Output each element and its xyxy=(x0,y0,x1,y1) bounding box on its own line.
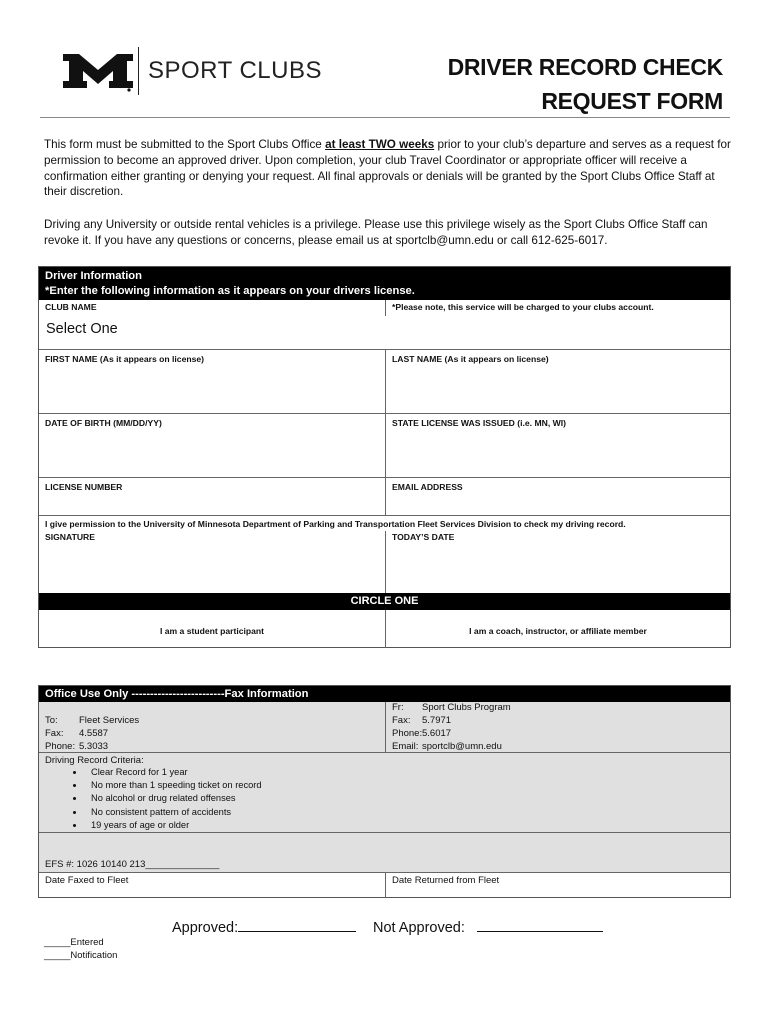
fax-to-block xyxy=(39,714,145,753)
driver-information-table xyxy=(38,266,731,648)
title-line-2: REQUEST FORM xyxy=(541,88,723,114)
form-title xyxy=(448,50,723,118)
to-phone-value: 5.3033 xyxy=(79,741,109,752)
logo-divider xyxy=(138,47,139,95)
not-approved-line xyxy=(477,918,603,932)
signature-field[interactable]: SIGNATURE xyxy=(45,532,95,542)
efs-number: EFS #: 1026 10140 213______________ xyxy=(45,859,220,870)
intro-paragraph xyxy=(44,137,734,200)
not-approved-label: Not Approved: xyxy=(373,920,465,936)
from-phone-value: 5.6017 xyxy=(422,728,452,739)
date-returned-field[interactable]: Date Returned from Fleet xyxy=(386,873,730,897)
criteria-list xyxy=(39,766,262,832)
permission-statement: I give permission to the University of Minnesota Department of Parking and Transportation Fleet Services Division to check my driving record. xyxy=(45,519,626,529)
to-phone-label: Phone: xyxy=(45,741,76,752)
from-fax-value: 5.7971 xyxy=(422,715,452,726)
driver-info-subheading: *Enter the following information as it appears on your drivers license. xyxy=(45,284,415,297)
email-address-field[interactable]: EMAIL ADDRESS xyxy=(392,482,463,492)
option-coach-affiliate[interactable]: I am a coach, instructor, or affiliate member xyxy=(469,626,647,636)
driver-info-heading: Driver Information xyxy=(45,270,142,282)
office-use-table xyxy=(38,685,731,898)
university-m-logo xyxy=(63,48,133,92)
from-phone-label: Phone: xyxy=(392,728,423,739)
to-fax-label: Fax: xyxy=(45,728,64,739)
last-name-field[interactable]: LAST NAME (As it appears on license) xyxy=(392,354,549,364)
charge-note: *Please note, this service will be charged to your clubs account. xyxy=(392,302,654,312)
first-name-field[interactable]: FIRST NAME (As it appears on license) xyxy=(45,354,205,364)
date-of-birth-field[interactable]: DATE OF BIRTH (MM/DD/YY) xyxy=(45,418,162,428)
license-state-field[interactable]: STATE LICENSE WAS ISSUED (i.e. MN, WI) xyxy=(392,418,566,428)
approved-field[interactable] xyxy=(172,918,356,936)
entered-checkbox[interactable]: _____Entered xyxy=(44,937,104,948)
intro-text-2: prior to your club’s departure and serves as a request for permission to become an approved driver. Upon completion, your club Travel Coordinator or appropriate officer will receive a confirmation either granting or denying your request. All final approvals or denials will be granted by the Sport Clubs Office Staff at their discretion. xyxy=(44,138,731,199)
club-name-label: CLUB NAME xyxy=(45,302,97,312)
title-line-1: DRIVER RECORD CHECK xyxy=(447,54,723,80)
to-value: Fleet Services xyxy=(79,715,140,726)
approved-label: Approved: xyxy=(172,920,239,936)
criteria-label: Driving Record Criteria: xyxy=(45,755,144,766)
office-checklist xyxy=(44,936,117,962)
criteria-item: • 19 years of age or older xyxy=(85,819,262,832)
criteria-item: • Clear Record for 1 year xyxy=(85,766,262,779)
intro-text-1: This form must be submitted to the Sport Clubs Office xyxy=(44,138,326,151)
from-email-label: Email: xyxy=(392,741,419,752)
privilege-paragraph: Driving any University or outside rental vehicles is a privilege. Please use this privilege wisely as the Sport Clubs Office Staff can revoke it. If you have any questions or concerns, please email us at sportclb@umn.edu or call 612-625-6017. xyxy=(44,218,708,247)
to-fax-value: 4.5587 xyxy=(79,728,109,739)
from-fax-label: Fax: xyxy=(392,715,411,726)
from-email-value: sportclb@umn.edu xyxy=(422,741,502,752)
approved-line xyxy=(238,918,356,932)
fax-from-block xyxy=(386,701,517,753)
club-name-select[interactable]: Select One xyxy=(46,321,118,337)
from-value: Sport Clubs Program xyxy=(422,702,511,713)
todays-date-field[interactable]: TODAY’S DATE xyxy=(392,532,455,542)
header-divider xyxy=(40,117,730,118)
date-faxed-field[interactable]: Date Faxed to Fleet xyxy=(39,873,385,897)
option-student-participant[interactable]: I am a student participant xyxy=(159,626,265,636)
to-label: To: xyxy=(45,715,58,726)
not-approved-field[interactable] xyxy=(373,918,603,936)
notification-checkbox[interactable]: _____Notification xyxy=(44,950,118,961)
circle-one-header: CIRCLE ONE xyxy=(39,593,730,610)
criteria-item: • No consistent pattern of accidents xyxy=(85,806,262,819)
driver-info-header xyxy=(39,267,730,300)
criteria-item: • No alcohol or drug related offenses xyxy=(85,792,262,805)
from-label: Fr: xyxy=(392,702,404,713)
criteria-item: • No more than 1 speeding ticket on record xyxy=(85,779,262,792)
sport-clubs-wordmark: SPORT CLUBS xyxy=(148,57,323,84)
office-use-header: Office Use Only -------------------------Fax Information xyxy=(39,686,730,702)
license-number-field[interactable]: LICENSE NUMBER xyxy=(45,482,123,492)
intro-emphasis: at least TWO weeks xyxy=(325,138,435,151)
